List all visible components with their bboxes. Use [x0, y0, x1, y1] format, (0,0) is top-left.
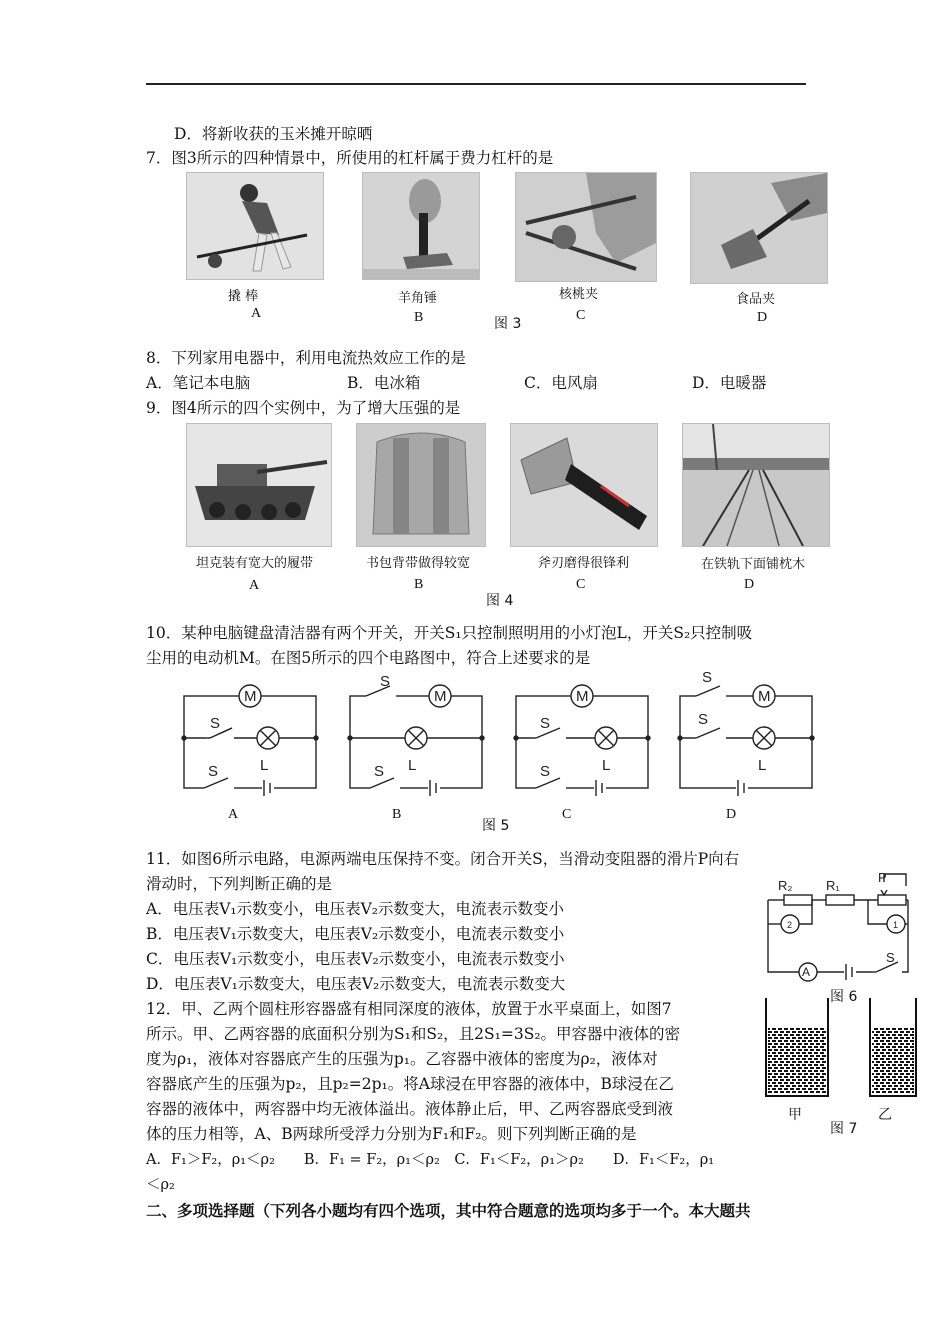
fig6-s-label: S: [886, 950, 895, 965]
q11-option-c: C．电压表V₁示数变小，电压表V₂示数变小，电流表示数变小: [146, 950, 565, 968]
fig4-caption-d: 在铁轨下面铺枕木: [701, 557, 806, 572]
fig3-letter-a: A: [251, 306, 262, 321]
fig5-circuits: [170, 670, 850, 800]
fig5-c-motor-label: M: [576, 688, 589, 705]
circuit-d: [678, 685, 814, 796]
q8-stem: 8．下列家用电器中，利用电流热效应工作的是: [146, 349, 466, 367]
q10-stem-2: 尘用的电动机M。在图5所示的四个电路图中，符合上述要求的是: [146, 649, 591, 667]
header-rule: [146, 83, 806, 85]
fig7-title: 图 7: [830, 1121, 858, 1137]
q8-option-a: A．笔记本电脑: [146, 374, 251, 392]
fig5-a-s2-label: S: [208, 763, 219, 780]
fig5-b-motor-label: M: [434, 688, 447, 705]
fig5-c-lamp-label: L: [602, 757, 611, 774]
fig5-b-lamp-label: L: [408, 757, 417, 774]
q12-options-tail: ＜ρ₂: [146, 1177, 175, 1193]
fig3-letter-d: D: [757, 310, 768, 325]
fig5-c-s1-label: S: [540, 715, 551, 732]
q8-option-b: B．电冰箱: [347, 374, 421, 392]
fig4-letter-b: B: [414, 577, 424, 592]
q12-stem-3: 度为ρ₁，液体对容器底产生的压强为p₁。乙容器中液体的密度为ρ₂，液体对: [146, 1050, 658, 1068]
fig6-v1-label: 1: [893, 920, 899, 930]
fig4-caption-a: 坦克装有宽大的履带: [196, 556, 314, 571]
fig6-r1-label: R₁: [826, 878, 840, 893]
fig4-photo-tank: [186, 423, 332, 547]
q8-option-c: C．电风扇: [524, 374, 598, 392]
fig6-circuit: [760, 868, 920, 988]
q6-option-d: D．将新收获的玉米摊开晾晒: [174, 125, 373, 143]
fig7-containers: [760, 998, 920, 1102]
fig3-title: 图 3: [494, 316, 522, 332]
fig4-letter-a: A: [249, 578, 260, 593]
fig5-d-motor-label: M: [758, 688, 771, 705]
fig5-title: 图 5: [482, 818, 510, 834]
fig4-photo-axe: [510, 423, 658, 547]
fig5-letter-a: A: [228, 807, 239, 822]
q12-stem-6: 体的压力相等，A、B两球所受浮力分别为F₁和F₂。则下列判断正确的是: [146, 1125, 637, 1143]
fig6-v2-label: 2: [787, 920, 793, 930]
fig3-photo-crowbar: [186, 172, 324, 280]
fig5-b-s1-label: S: [380, 673, 391, 690]
fig4-title: 图 4: [486, 593, 514, 609]
fig3-photo-food-tongs: [690, 172, 828, 284]
fig4-letter-c: C: [576, 577, 586, 592]
fig3-caption-d: 食品夹: [736, 292, 776, 307]
q9-stem: 9．图4所示的四个实例中，为了增大压强的是: [146, 399, 461, 417]
fig7-label-right: 乙: [878, 1107, 892, 1123]
q11-option-b: B．电压表V₁示数变大，电压表V₂示数变小，电流表示数变小: [146, 925, 565, 943]
fig4-letter-d: D: [744, 577, 755, 592]
q10-stem-1: 10．某种电脑键盘清洁器有两个开关，开关S₁只控制照明用的小灯泡L，开关S₂只控制吸: [146, 624, 753, 642]
circuit-b: [348, 685, 484, 796]
fig6-title: 图 6: [830, 989, 858, 1005]
fig5-a-motor-label: M: [244, 688, 257, 705]
fig5-letter-b: B: [392, 807, 402, 822]
q11-option-d: D．电压表V₁示数变大，电压表V₂示数变大，电流表示数变大: [146, 975, 566, 993]
q8-option-d: D．电暖器: [692, 374, 767, 392]
fig6-ammeter-label: A: [802, 965, 811, 979]
fig3-caption-b: 羊角锤: [398, 291, 438, 306]
fig5-a-s1-label: S: [210, 715, 221, 732]
q12-stem-4: 容器底产生的压强为p₂，且p₂=2p₁。将A球浸在甲容器的液体中，B球浸在乙: [146, 1075, 674, 1093]
fig3-caption-c: 核桃夹: [559, 287, 599, 302]
fig3-letter-b: B: [414, 310, 424, 325]
fig4-photo-railway: [682, 423, 830, 547]
fig5-letter-d: D: [726, 807, 737, 822]
fig5-b-s2-label: S: [374, 763, 385, 780]
fig5-a-lamp-label: L: [260, 757, 269, 774]
fig5-d-s2-label: S: [698, 711, 709, 728]
q7-stem: 7．图3所示的四种情景中，所使用的杠杆属于费力杠杆的是: [146, 149, 554, 167]
fig3-photo-nutcracker: [515, 172, 657, 282]
fig5-c-s2-label: S: [540, 763, 551, 780]
fig5-letter-c: C: [562, 807, 572, 822]
fig5-d-lamp-label: L: [758, 757, 767, 774]
q11-stem-2: 滑动时，下列判断正确的是: [146, 875, 333, 893]
fig3-caption-a: 撬 棒: [228, 289, 259, 304]
fig3-letter-c: C: [576, 308, 586, 323]
q11-option-a: A．电压表V₁示数变小，电压表V₂示数变大，电流表示数变小: [146, 900, 565, 918]
q11-stem-1: 11．如图6所示电路，电源两端电压保持不变。闭合开关S，当滑动变阻器的滑片P向右: [146, 850, 740, 868]
fig4-caption-b: 书包背带做得较宽: [366, 556, 471, 571]
fig6-r2-label: R₂: [778, 878, 793, 893]
fig4-caption-c: 斧刃磨得很锋利: [538, 556, 630, 571]
section2-heading: 二、多项选择题（下列各小题均有四个选项，其中符合题意的选项均多于一个。本大题共: [146, 1201, 751, 1220]
q12-stem-1: 12．甲、乙两个圆柱形容器盛有相同深度的液体，放置于水平桌面上，如图7: [146, 1000, 672, 1018]
q12-options: A．F₁＞F₂，ρ₁＜ρ₂ B．F₁ = F₂，ρ₁＜ρ₂ C．F₁＜F₂，ρ₁＞ρ₂ D．F₁＜F₂，ρ₁: [146, 1152, 715, 1168]
fig3-photo-hammer: [362, 172, 480, 280]
fig7-label-left: 甲: [788, 1107, 802, 1123]
fig6-p-label: P: [878, 870, 887, 885]
fig4-photo-backpack: [356, 423, 486, 547]
q12-stem-2: 所示。甲、乙两容器的底面积分别为S₁和S₂，且2S₁=3S₂。甲容器中液体的密: [146, 1025, 681, 1043]
q12-stem-5: 容器的液体中，两容器中均无液体溢出。液体静止后，甲、乙两容器底受到液: [146, 1100, 674, 1118]
fig5-d-s1-label: S: [702, 670, 713, 686]
